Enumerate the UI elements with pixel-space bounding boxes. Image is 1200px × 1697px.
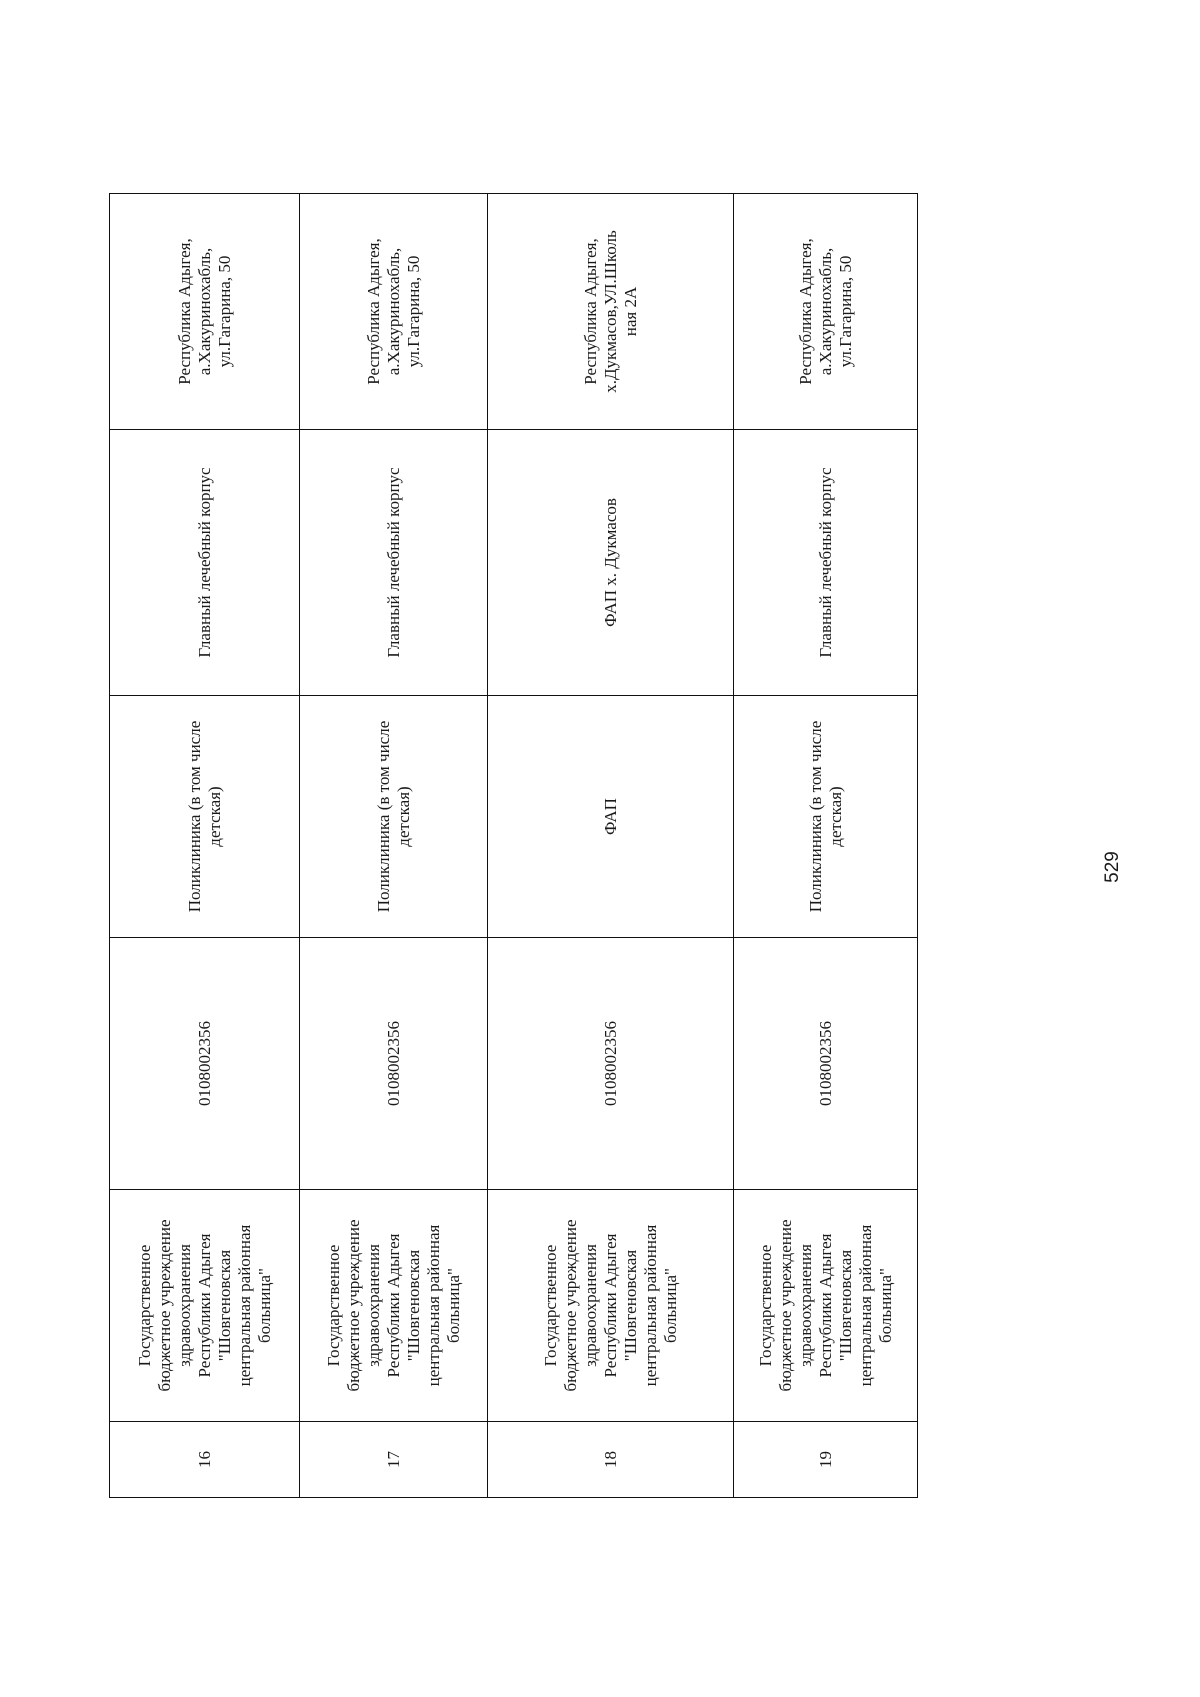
rotated-table-container bbox=[109, 230, 917, 1498]
row-number: 17 bbox=[300, 1422, 488, 1498]
address-text: Республика Адыгея, а.Хакуринохабль, ул.Гагарина, 50 bbox=[363, 238, 423, 385]
page-number: 529 bbox=[1101, 851, 1123, 883]
address bbox=[734, 194, 918, 430]
organization-name-text: Государственное бюджетное учреждение здравоохранения Республики Адыгея "Шовгеновская центральная районная больница" bbox=[323, 1219, 463, 1392]
facility-type: ФАП bbox=[488, 696, 734, 938]
row-number: 19 bbox=[734, 1422, 918, 1498]
organization-name-text: Государственное бюджетное учреждение здравоохранения Республики Адыгея "Шовгеновская центральная районная больница" bbox=[134, 1219, 274, 1392]
address-text: Республика Адыгея, а.Хакуринохабль, ул.Гагарина, 50 bbox=[795, 238, 855, 385]
table-row bbox=[488, 194, 734, 1498]
building-name: Главный лечебный корпус bbox=[734, 430, 918, 696]
organization-name-text: Государственное бюджетное учреждение здравоохранения Республики Адыгея "Шовгеновская центральная районная больница" bbox=[540, 1219, 680, 1392]
address bbox=[110, 194, 300, 430]
facility-type: Поликлиника (в том числе детская) bbox=[300, 696, 488, 938]
inn-value: 0108002356 bbox=[488, 938, 734, 1190]
table-row bbox=[734, 194, 918, 1498]
row-number: 18 bbox=[488, 1422, 734, 1498]
building-name: ФАП х. Дукмасов bbox=[488, 430, 734, 696]
organization-name bbox=[734, 1190, 918, 1422]
address bbox=[488, 194, 734, 430]
facility-type: Поликлиника (в том числе детская) bbox=[734, 696, 918, 938]
table-row bbox=[110, 194, 300, 1498]
address-text: Республика Адыгея, а.Хакуринохабль, ул.Гагарина, 50 bbox=[174, 238, 234, 385]
inn-value: 0108002356 bbox=[734, 938, 918, 1190]
organization-name bbox=[300, 1190, 488, 1422]
organization-name-text: Государственное бюджетное учреждение здравоохранения Республики Адыгея "Шовгеновская центральная районная больница" bbox=[755, 1219, 895, 1392]
address bbox=[300, 194, 488, 430]
address-text: Республика Адыгея, х.Дукмасов,УЛ.Школь ная 2А bbox=[580, 230, 640, 393]
row-number: 16 bbox=[110, 1422, 300, 1498]
facility-type: Поликлиника (в том числе детская) bbox=[110, 696, 300, 938]
inn-value: 0108002356 bbox=[110, 938, 300, 1190]
registry-table bbox=[109, 193, 918, 1498]
building-name: Главный лечебный корпус bbox=[110, 430, 300, 696]
table-row bbox=[300, 194, 488, 1498]
inn-value: 0108002356 bbox=[300, 938, 488, 1190]
building-name: Главный лечебный корпус bbox=[300, 430, 488, 696]
organization-name bbox=[110, 1190, 300, 1422]
organization-name bbox=[488, 1190, 734, 1422]
